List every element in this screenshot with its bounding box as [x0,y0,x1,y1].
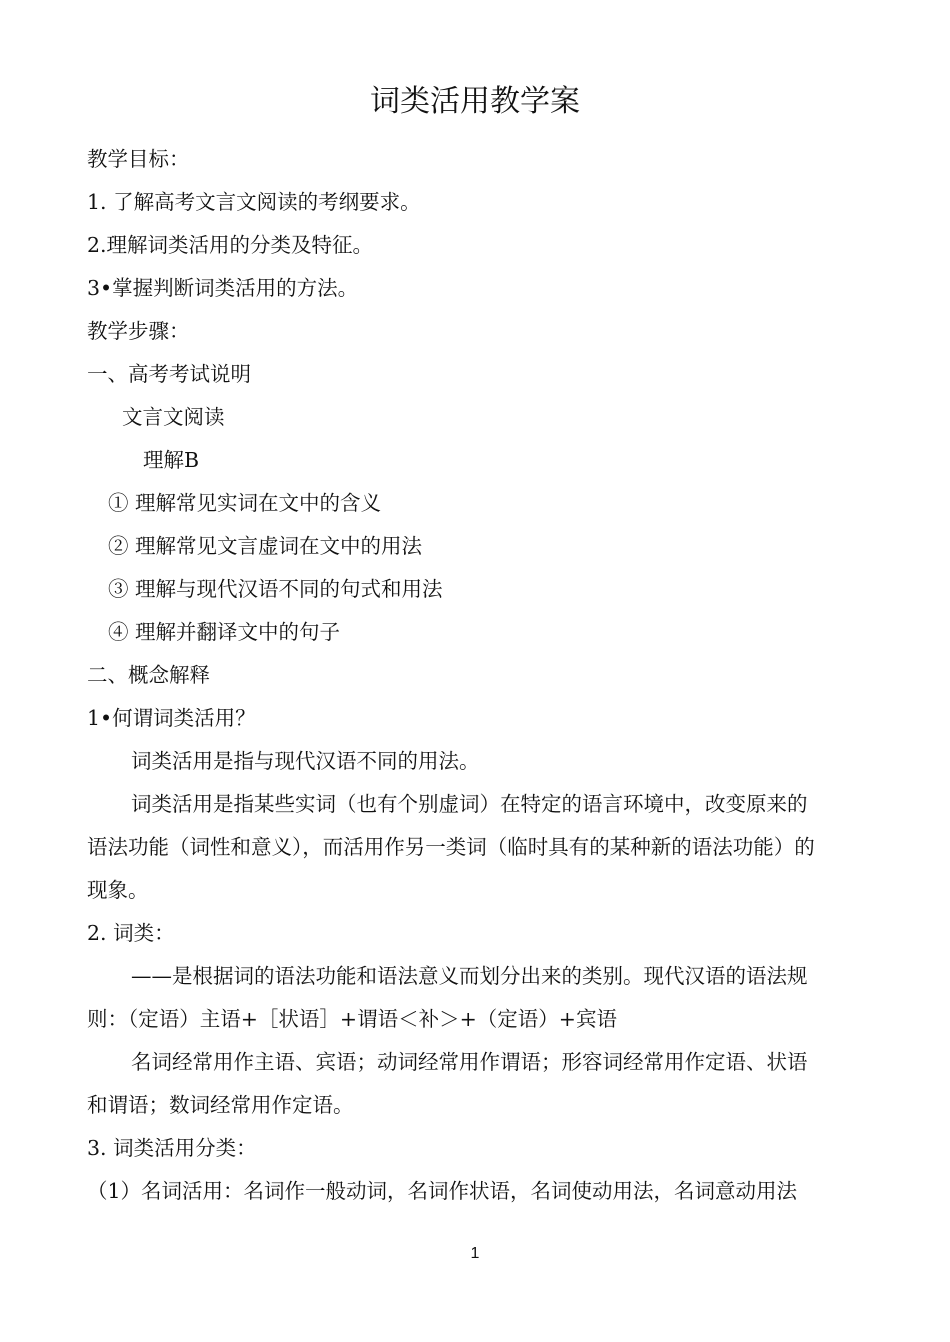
document-title: 词类活用教学案 [370,84,580,119]
paragraph-definition-line-2: 语法功能（词性和意义），而活用作另一类词（临时具有的某种新的语法功能）的 [87,835,815,859]
objective-item-1: 1. 了解高考文言文阅读的考纲要求。 [87,190,421,214]
step-heading-1: 一、高考考试说明 [87,362,251,386]
exam-requirement-3: ③ 理解与现代汉语不同的句式和用法 [108,577,443,601]
objective-item-3: 3•掌握判断词类活用的方法。 [87,276,359,300]
classification-item-1: （1）名词活用：名词作一般动词，名词作状语，名词使动用法，名词意动用法 [87,1179,798,1203]
page-number: 1 [470,1245,480,1262]
paragraph-definition-line-1: 词类活用是指某些实词（也有个别虚词）在特定的语言环境中，改变原来的 [131,792,808,816]
usage-paragraph-line-2: 和谓语；数词经常用作定语。 [87,1093,354,1117]
usage-paragraph-line-1: 名词经常用作主语、宾语；动词经常用作谓语；形容词经常用作定语、状语 [131,1050,808,1074]
section-heading-objectives: 教学目标： [87,147,190,171]
paragraph-definition-short: 词类活用是指与现代汉语不同的用法。 [131,749,480,773]
paragraph-definition-line-3: 现象。 [87,878,149,902]
word-class-heading: 2. 词类： [87,921,175,945]
objective-item-2: 2.理解词类活用的分类及特征。 [87,233,374,257]
exam-requirement-2: ② 理解常见文言虚词在文中的用法 [108,534,423,558]
word-class-paragraph-line-2: 则：（定语）主语+［状语］+谓语＜补＞+（定语）+宾语 [87,1007,617,1031]
section-heading-steps: 教学步骤： [87,319,190,343]
exam-requirement-1: ① 理解常见实词在文中的含义 [108,491,382,515]
exam-subheading: 文言文阅读 [122,405,225,429]
exam-level: 理解B [143,448,200,472]
concept-question: 1•何谓词类活用？ [87,706,256,730]
word-class-paragraph-line-1: ——是根据词的语法功能和语法意义而划分出来的类别。现代汉语的语法规 [131,964,808,988]
step-heading-2: 二、概念解释 [87,663,210,687]
exam-requirement-4: ④ 理解并翻译文中的句子 [108,620,341,644]
classification-heading: 3. 词类活用分类： [87,1136,257,1160]
